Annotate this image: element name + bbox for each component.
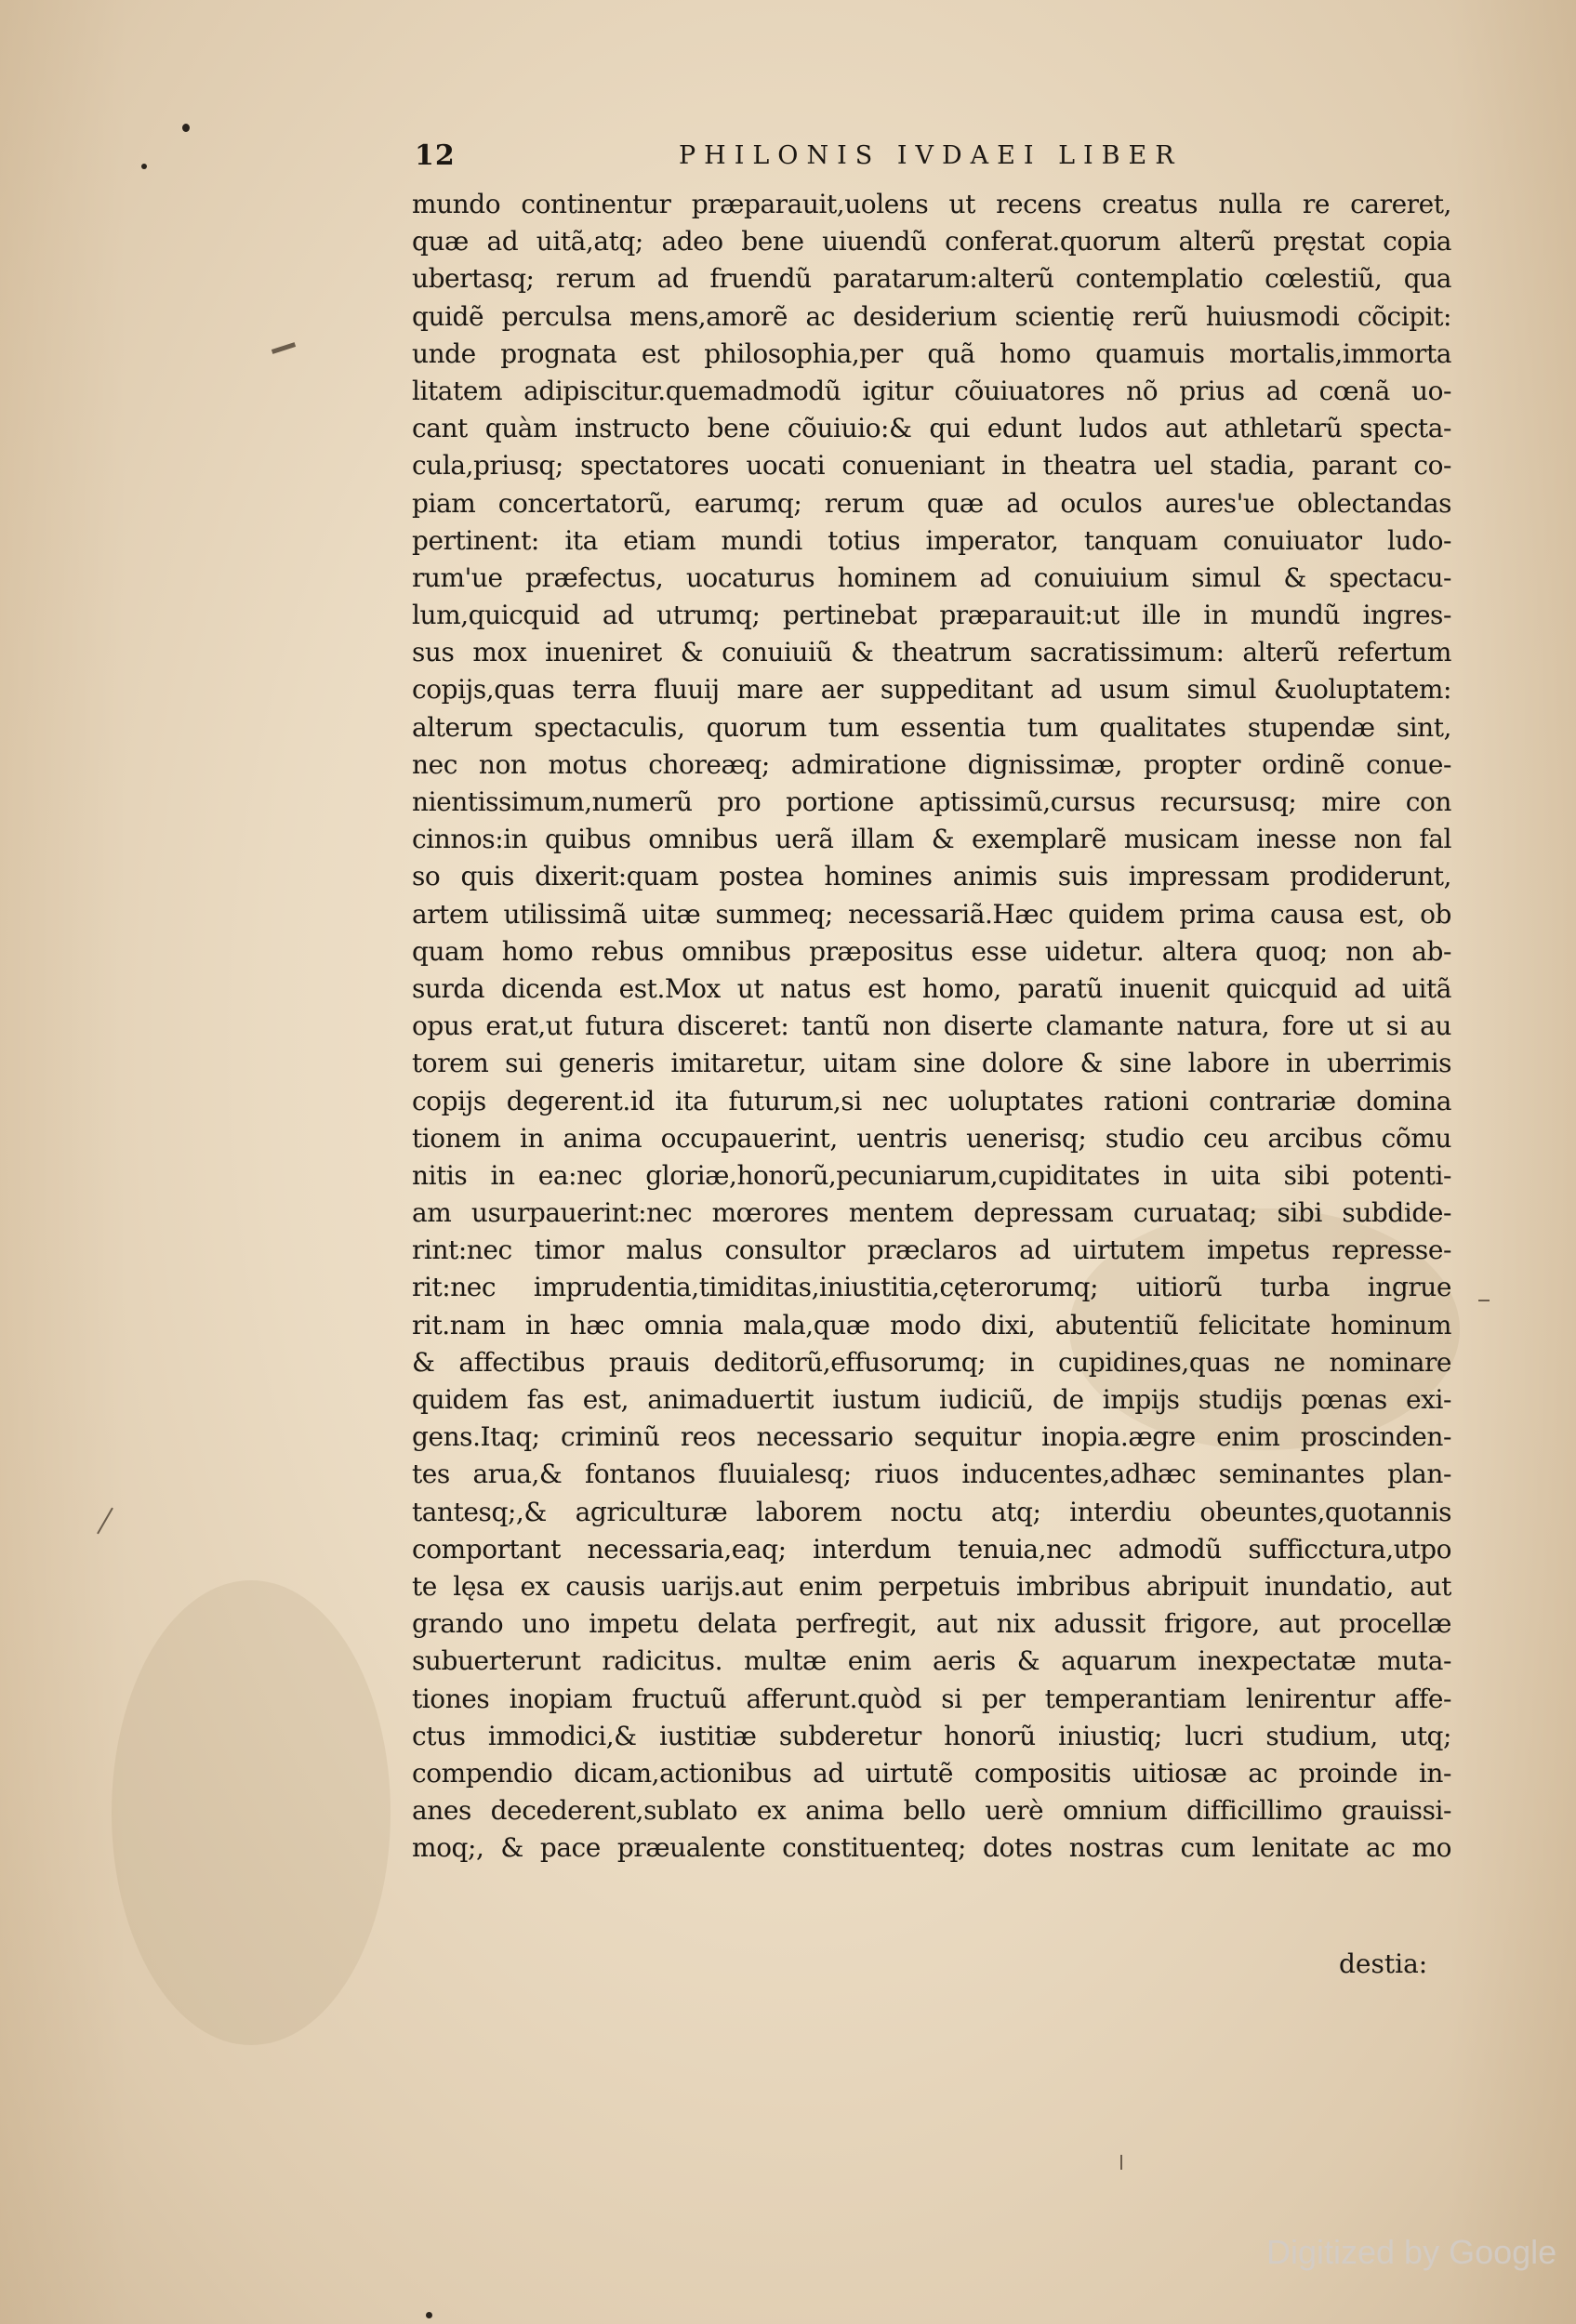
text-line: rint:nec timor malus consultor præclaros ad uirtutem impetus represse- xyxy=(412,1235,1451,1266)
text-line: quidẽ perculsa mens,amorẽ ac desiderium scientię rerũ huiusmodi cõcipit: xyxy=(412,300,1451,332)
text-line: unde prognata est philosophia,per quã homo quamuis mortalis,immorta xyxy=(412,337,1451,369)
text-line: copijs,quas terra fluuij mare aer suppeditant ad usum simul &uoluptatem: xyxy=(412,674,1451,706)
text-line: tantesq;,& agriculturæ laborem noctu atq; interdiu obeuntes,quotannis xyxy=(412,1496,1451,1527)
text-line: comportant necessaria,eaq; interdum tenuia,nec admodũ sufficctura,utpo xyxy=(412,1533,1451,1565)
text-line: torem sui generis imitaretur, uitam sine dolore & sine labore in uberrimis xyxy=(412,1048,1451,1079)
text-line: anes decederent,sublato ex anima bello uerè omnium difficillimo grauissi- xyxy=(412,1795,1451,1827)
text-line: nitis in ea:nec gloriæ,honorũ,pecuniarum,cupiditates in uita sibi potenti- xyxy=(412,1159,1451,1191)
text-line: so quis dixerit:quam postea homines animis suis impressam prodiderunt, xyxy=(412,861,1451,892)
text-line: tes arua,& fontanos fluuialesq; riuos inducentes,adhæc seminantes plan- xyxy=(412,1459,1451,1490)
text-line: tionem in anima occupauerint, uentris uenerisq; studio ceu arcibus cõmu xyxy=(412,1122,1451,1154)
text-line: quidem fas est, animaduertit iustum iudiciũ, de impijs studijs pœnas exi- xyxy=(412,1384,1451,1415)
page-number: 12 xyxy=(415,139,456,172)
text-line: opus erat,ut futura disceret: tantũ non diserte clamante natura, fore ut si au xyxy=(412,1010,1451,1042)
body-text xyxy=(412,186,1451,1867)
page-header xyxy=(407,139,1449,182)
ink-speck xyxy=(141,164,147,169)
text-line: am usurpauerint:nec mœrores mentem depressam curuataq; sibi subdide- xyxy=(412,1197,1451,1229)
paper-stain xyxy=(112,1580,391,2045)
text-line: alterum spectaculis, quorum tum essentia tum qualitates stupendæ sint, xyxy=(412,711,1451,743)
ink-mark xyxy=(1120,2155,1122,2170)
ink-speck xyxy=(182,124,190,132)
text-line: subuerterunt radicitus. multæ enim aeris & aquarum inexpectatæ muta- xyxy=(412,1645,1451,1677)
ink-mark xyxy=(271,342,296,354)
ink-mark xyxy=(97,1508,113,1535)
digitization-watermark: Digitized by Google xyxy=(1266,2233,1557,2271)
catchword: destia: xyxy=(1339,1948,1428,1979)
text-line: ubertasq; rerum ad fruendũ paratarum:alterũ contemplatio cœlestiũ, qua xyxy=(412,263,1451,295)
text-line: ctus immodici,& iustitiæ subderetur honorũ iniustiq; lucri studium, utq; xyxy=(412,1720,1451,1751)
text-line: pertinent: ita etiam mundi totius imperator, tanquam conuiuator ludo- xyxy=(412,524,1451,556)
text-line: rum'ue præfectus, uocaturus hominem ad conuiuium simul & spectacu- xyxy=(412,561,1451,593)
text-line: nientissimum,numerũ pro portione aptissimũ,cursus recursusq; mire con xyxy=(412,786,1451,817)
text-line: sus mox inueniret & conuiuiũ & theatrum sacratissimum: alterũ refertum xyxy=(412,637,1451,668)
ink-speck xyxy=(426,2312,432,2318)
text-line: litatem adipiscitur.quemadmodũ igitur cõuiuatores nõ prius ad cœnã uo- xyxy=(412,375,1451,406)
text-line: gens.Itaq; criminũ reos necessario sequitur inopia.ægre enim proscinden- xyxy=(412,1421,1451,1453)
text-line: quam homo rebus omnibus præpositus esse uidetur. altera quoq; non ab- xyxy=(412,935,1451,967)
text-line: rit:nec imprudentia,timiditas,iniustitia,cęterorumq; uitiorũ turba ingrue xyxy=(412,1272,1451,1303)
text-line: mundo continentur præparauit,uolens ut recens creatus nulla re careret, xyxy=(412,189,1451,219)
text-line: & affectibus prauis deditorũ,effusorumq; in cupidines,quas ne nominare xyxy=(412,1346,1451,1378)
text-line: compendio dicam,actionibus ad uirtutẽ compositis uitiosæ ac proinde in- xyxy=(412,1757,1451,1789)
ink-mark xyxy=(1478,1300,1490,1301)
text-line: tiones inopiam fructuũ afferunt.quòd si per temperantiam lenirentur affe- xyxy=(412,1683,1451,1714)
text-line: lum,quicquid ad utrumq; pertinebat præparauit:ut ille in mundũ ingres- xyxy=(412,600,1451,631)
text-line: artem utilissimã uitæ summeq; necessariã.Hæc quidem prima causa est, ob xyxy=(412,898,1451,930)
text-line: moq;, & pace præualente constituenteq; dotes nostras cum lenitate ac mo xyxy=(412,1832,1451,1864)
text-line: rit.nam in hæc omnia mala,quæ modo dixi, abutentiũ felicitate hominum xyxy=(412,1309,1451,1340)
text-line: te lęsa ex causis uarijs.aut enim perpetuis imbribus abripuit inundatio, aut xyxy=(412,1570,1451,1602)
running-head: PHILONIS IVDAEI LIBER xyxy=(679,141,1183,170)
text-line: nec non motus choreæq; admiratione dignissimæ, propter ordinẽ conue- xyxy=(412,748,1451,780)
text-line: cant quàm instructo bene cõuiuio:& qui edunt ludos aut athletarũ specta- xyxy=(412,413,1451,444)
text-line: cula,priusq; spectatores uocati conueniant in theatra uel stadia, parant co- xyxy=(412,450,1451,482)
text-line: cinnos:in quibus omnibus uerã illam & exemplarẽ musicam inesse non fal xyxy=(412,824,1451,855)
text-line: quæ ad uitã,atq; adeo bene uiuendũ conferat.quorum alterũ pręstat copia xyxy=(412,226,1451,257)
text-line: grando uno impetu delata perfregit, aut nix adussit frigore, aut procellæ xyxy=(412,1608,1451,1640)
text-line: surda dicenda est.Mox ut natus est homo, paratũ inuenit quicquid ad uitã xyxy=(412,972,1451,1004)
text-line: copijs degerent.id ita futurum,si nec uoluptates rationi contrariæ domina xyxy=(412,1085,1451,1116)
text-line: piam concertatorũ, earumq; rerum quæ ad oculos aures'ue oblectandas xyxy=(412,487,1451,519)
